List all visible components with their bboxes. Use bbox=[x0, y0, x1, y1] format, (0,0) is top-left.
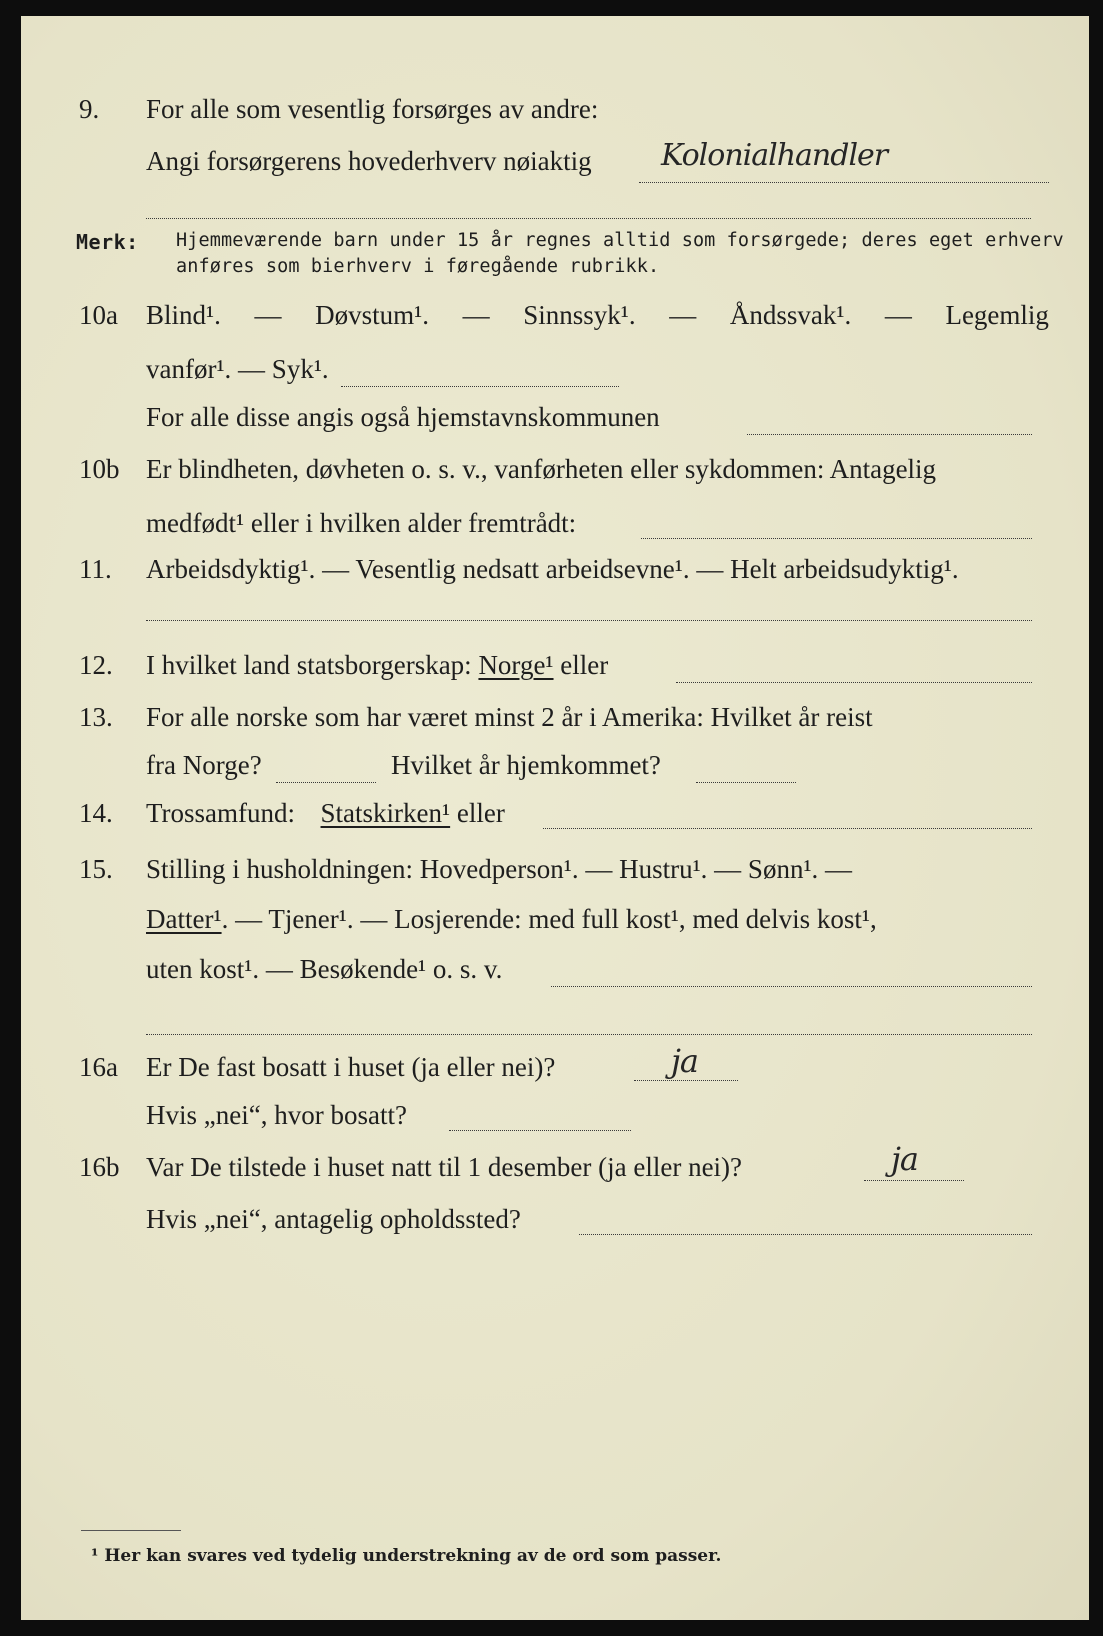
note-text: anføres som bierhverv i føregående rubrikk. bbox=[176, 256, 660, 277]
question-text bbox=[146, 796, 505, 830]
question-text: Hvilket år hjemkommet? bbox=[391, 750, 661, 780]
question-10b bbox=[21, 452, 1049, 486]
question-text: Arbeidsdyktig¹. — Vesentlig nedsatt arbeidsevne¹. — Helt arbeidsudyktig¹. bbox=[146, 554, 959, 584]
question-number: 16a bbox=[79, 1052, 118, 1082]
question-text: For alle som vesentlig forsørges av andre: bbox=[146, 94, 599, 124]
question-16a-line2 bbox=[21, 1098, 1049, 1132]
question-10a bbox=[21, 298, 1049, 332]
question-15 bbox=[21, 852, 1049, 886]
answer-line bbox=[146, 1034, 1032, 1035]
question-15-line3 bbox=[21, 952, 1049, 986]
question-number: 12. bbox=[79, 650, 113, 680]
question-text: fra Norge? bbox=[146, 750, 262, 780]
answer-line bbox=[543, 828, 1032, 829]
separator: — bbox=[254, 300, 282, 330]
question-text: Er blindheten, døvheten o. s. v., vanførheten eller sykdommen: Antagelig bbox=[146, 454, 937, 484]
option: Blind¹. bbox=[146, 300, 221, 330]
question-number: 9. bbox=[79, 94, 100, 124]
question-15-line2 bbox=[21, 902, 1049, 936]
question-11 bbox=[21, 552, 1049, 586]
question-text: Var De tilstede i huset natt til 1 desember (ja eller nei)? bbox=[146, 1152, 743, 1182]
option: Sinnssyk¹. bbox=[523, 300, 636, 330]
question-number: 11. bbox=[79, 554, 112, 584]
note-text: Hjemmeværende barn under 15 år regnes alltid som forsørgede; deres eget erhverv bbox=[176, 230, 1064, 251]
question-13 bbox=[21, 700, 1049, 734]
option: Døvstum¹. bbox=[315, 300, 429, 330]
question-number: 10b bbox=[79, 454, 120, 484]
question-prefix: I hvilket land statsborgerskap: bbox=[146, 650, 472, 680]
question-14 bbox=[21, 796, 1049, 830]
answer-line bbox=[449, 1130, 631, 1131]
answer-line bbox=[634, 1080, 738, 1081]
question-13-line2 bbox=[21, 748, 1049, 782]
answer-line bbox=[146, 620, 1032, 621]
question-text: Hvis „nei“, antagelig opholdssted? bbox=[146, 1204, 521, 1234]
question-number: 13. bbox=[79, 702, 113, 732]
handwritten-answer: Kolonialhandler bbox=[661, 138, 888, 173]
question-16b-line2 bbox=[21, 1202, 1049, 1236]
question-text-rest: . — Tjener¹. — Losjerende: med full kost¹, med delvis kost¹, bbox=[221, 904, 877, 934]
footnote-rule bbox=[81, 1530, 181, 1531]
question-suffix: eller bbox=[560, 650, 609, 680]
note-label: Merk: bbox=[76, 230, 139, 254]
question-text: Er De fast bosatt i huset (ja eller nei)? bbox=[146, 1052, 556, 1082]
separator: — bbox=[669, 300, 697, 330]
answer-line bbox=[579, 1234, 1032, 1235]
question-10b-line2 bbox=[21, 506, 1049, 540]
answer-line bbox=[696, 782, 796, 783]
question-16a bbox=[21, 1050, 1049, 1084]
separator: — bbox=[462, 300, 490, 330]
question-text: Hvis „nei“, hvor bosatt? bbox=[146, 1100, 407, 1130]
question-prefix: Trossamfund: bbox=[146, 798, 296, 828]
question-9-line2 bbox=[21, 144, 1049, 178]
answer-line bbox=[641, 538, 1032, 539]
question-suffix: eller bbox=[456, 798, 505, 828]
question-10a-line3 bbox=[21, 400, 1049, 434]
answer-line bbox=[676, 682, 1032, 683]
handwritten-answer: ja bbox=[891, 1140, 918, 1178]
question-number: 15. bbox=[79, 854, 113, 884]
question-9 bbox=[21, 92, 1049, 126]
question-text bbox=[146, 902, 877, 936]
question-text: vanfør¹. — Syk¹. bbox=[146, 354, 329, 384]
question-text: For alle norske som har været minst 2 år i Amerika: Hvilket år reist bbox=[146, 702, 873, 732]
question-10a-line2 bbox=[21, 352, 1049, 386]
note-block bbox=[21, 228, 1089, 288]
answer-line bbox=[639, 182, 1049, 183]
handwritten-answer: ja bbox=[671, 1042, 698, 1080]
question-12 bbox=[21, 648, 1049, 682]
question-text: Angi forsørgerens hovederhverv nøiaktig bbox=[146, 146, 592, 176]
answer-line bbox=[276, 782, 376, 783]
footnote: ¹ Her kan svares ved tydelig understrekning av de ord som passer. bbox=[91, 1546, 722, 1566]
question-text bbox=[146, 648, 608, 682]
underlined-option: Datter¹ bbox=[146, 904, 222, 934]
question-options bbox=[146, 298, 1049, 332]
question-text: For alle disse angis også hjemstavnskommunen bbox=[146, 402, 660, 432]
answer-line bbox=[146, 218, 1031, 219]
question-number: 16b bbox=[79, 1152, 120, 1182]
question-number: 14. bbox=[79, 798, 113, 828]
answer-line bbox=[551, 986, 1032, 987]
answer-line bbox=[341, 386, 619, 387]
option: Åndssvak¹. bbox=[729, 300, 852, 330]
option: Legemlig bbox=[945, 300, 1049, 330]
question-text: uten kost¹. — Besøkende¹ o. s. v. bbox=[146, 954, 503, 984]
answer-line bbox=[747, 434, 1032, 435]
census-form-page bbox=[21, 16, 1089, 1620]
question-text: Stilling i husholdningen: Hovedperson¹. — Hustru¹. — Sønn¹. — bbox=[146, 854, 853, 884]
answer-line bbox=[864, 1180, 964, 1181]
question-text: medfødt¹ eller i hvilken alder fremtrådt: bbox=[146, 508, 577, 538]
question-number: 10a bbox=[79, 300, 118, 330]
underlined-option: Statskirken¹ bbox=[320, 798, 451, 828]
separator: — bbox=[884, 300, 912, 330]
underlined-option: Norge¹ bbox=[478, 650, 554, 680]
